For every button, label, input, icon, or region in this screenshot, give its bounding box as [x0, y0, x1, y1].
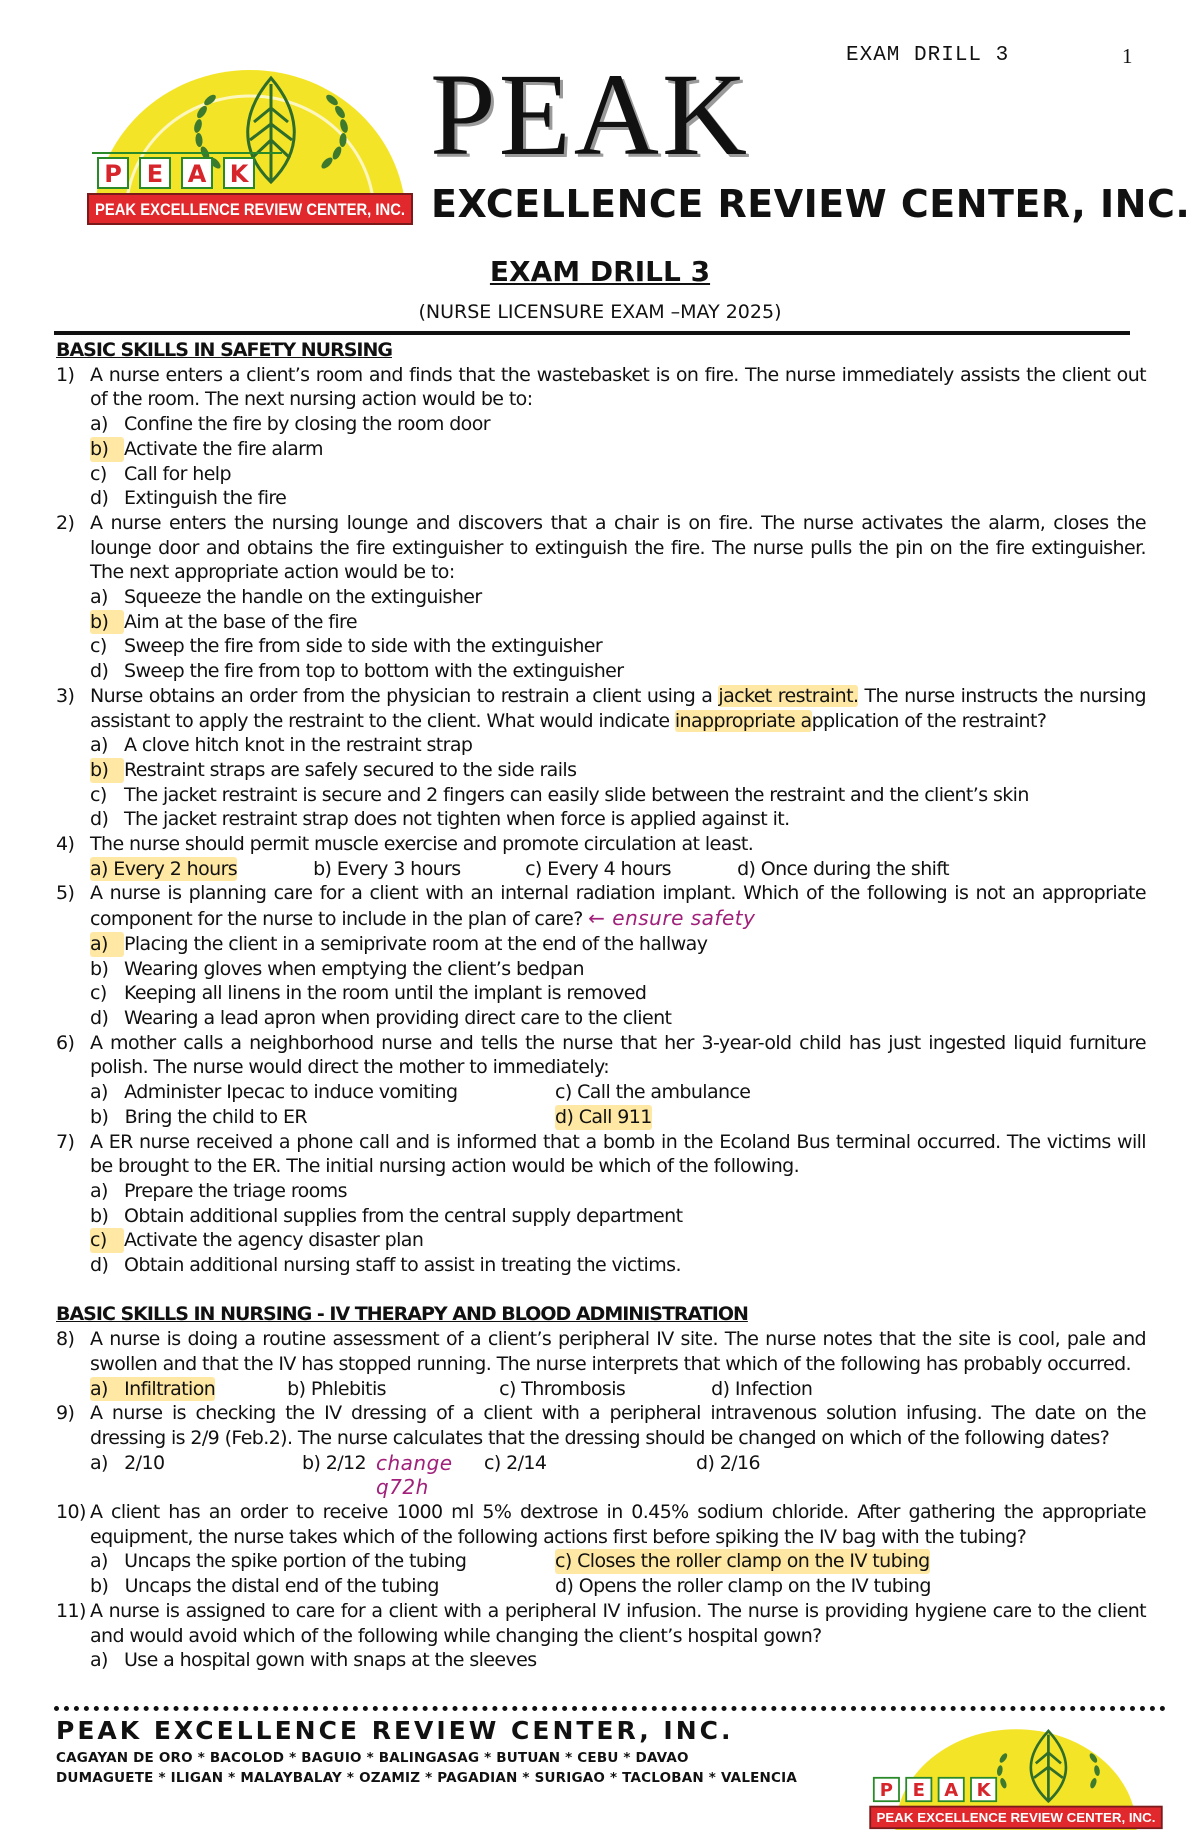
- answer-option: [56, 1204, 1146, 1229]
- option-letter: c): [90, 982, 107, 1005]
- answer-option: a) Infiltration: [90, 1377, 216, 1400]
- answer-option-row: [56, 857, 1146, 882]
- brand-title: PEAK: [430, 49, 751, 180]
- answer-option: b) Phlebitis: [287, 1377, 386, 1400]
- option-letter: d): [90, 1006, 109, 1029]
- option-text: A clove hitch knot in the restraint strap: [124, 734, 473, 757]
- option-text: Keeping all linens in the room until the implant is removed: [124, 982, 647, 1005]
- option-text: Placing the client in a semiprivate room at the end of the hallway: [124, 932, 708, 955]
- answer-option: d) Opens the roller clamp on the IV tubing: [555, 1575, 931, 1598]
- answer-option: [56, 634, 1146, 659]
- option-letter: a): [90, 1649, 108, 1672]
- question: [56, 832, 1146, 857]
- answer-option: d) Once during the shift: [737, 857, 949, 880]
- running-header: EXAM DRILL 3: [846, 44, 1010, 67]
- highlighted-text: inappropriate a: [674, 709, 812, 732]
- answer-option: [56, 585, 1146, 610]
- answer-option: [56, 733, 1146, 758]
- answer-option: a) 2/10: [90, 1451, 165, 1474]
- peak-logo-footer: [868, 1722, 1164, 1830]
- question: [56, 881, 1146, 931]
- question: [56, 1500, 1146, 1549]
- question-text: A nurse is checking the IV dressing of a client with a peripheral intravenous solution infusing. The date on the dressing is 2/9 (Feb.2). The nurse calculates that the dressing should be changed on which of the following dates?: [90, 1402, 1146, 1449]
- header-rule: [54, 331, 1130, 335]
- logo-letter: K: [229, 160, 249, 188]
- logo-letter: A: [187, 160, 207, 188]
- logo-banner-text: PEAK EXCELLENCE REVIEW CENTER, INC.: [876, 1810, 1156, 1825]
- answer-option: [56, 659, 1146, 684]
- handwritten-note: ← ensure safety: [588, 906, 756, 931]
- answer-option-row: [56, 1105, 1146, 1130]
- question-text: The nurse should permit muscle exercise and promote circulation at least.: [90, 833, 754, 856]
- option-letter: b): [90, 957, 109, 980]
- option-letter: c): [90, 1228, 124, 1253]
- question-number: 9): [56, 1402, 75, 1425]
- page-number: 1: [1122, 44, 1133, 68]
- option-letter: c): [90, 635, 107, 658]
- option-letter: d): [90, 660, 109, 683]
- question-text: [90, 684, 1146, 733]
- answer-option: d) Infection: [711, 1377, 813, 1400]
- answer-option: a) Administer Ipecac to induce vomiting: [90, 1081, 458, 1104]
- logo-letter: E: [146, 160, 164, 188]
- section-heading: BASIC SKILLS IN NURSING - IV THERAPY AND BLOOD ADMINISTRATION: [56, 1303, 748, 1326]
- footer-branches-line: DUMAGUETE * ILIGAN * MALAYBALAY * OZAMIZ * PAGADIAN * SURIGAO * TACLOBAN * VALENCIA: [56, 1770, 798, 1786]
- question: [56, 684, 1146, 733]
- option-text: Obtain additional nursing staff to assist in treating the victims.: [124, 1254, 681, 1277]
- question-text: A mother calls a neighborhood nurse and tells the nurse that her 3-year-old child has just ingested liquid furniture polish. The nurse would direct the mother to immediately:: [90, 1031, 1146, 1079]
- answer-option-row: [56, 1549, 1146, 1574]
- answer-option-row: [56, 1451, 1146, 1500]
- footer-rule: [54, 1706, 1166, 1711]
- answer-option: [56, 1006, 1146, 1031]
- option-letter: d): [90, 1254, 109, 1277]
- handwritten-note-text: ensure safety: [612, 906, 756, 931]
- option-letter: a): [90, 586, 108, 609]
- answer-option-row: [56, 1574, 1146, 1599]
- question-number: 10): [56, 1501, 86, 1524]
- option-letter: a): [90, 932, 124, 957]
- option-text: Call for help: [124, 462, 231, 485]
- question-number: 6): [56, 1031, 75, 1054]
- question: [56, 1599, 1146, 1648]
- question: [56, 1130, 1146, 1179]
- option-text: Aim at the base of the fire: [124, 610, 357, 633]
- option-letter: a): [90, 1179, 108, 1202]
- answer-option: b) Bring the child to ER: [90, 1105, 307, 1128]
- answer-option: c) Every 4 hours: [525, 857, 671, 880]
- question-text: A nurse enters a client’s room and finds that the wastebasket is on fire. The nurse immediately assists the client out of the room. The next nursing action would be to:: [90, 363, 1146, 411]
- answer-option: b) Uncaps the distal end of the tubing: [90, 1575, 439, 1598]
- question: [56, 1327, 1146, 1376]
- option-text: Wearing gloves when emptying the client’s bedpan: [124, 957, 584, 980]
- highlighted-text: jacket restraint.: [718, 684, 859, 707]
- answer-option-row: [56, 1080, 1146, 1105]
- question-text-part: A nurse is planning care for a client with an internal radiation implant. Which of the following is not an appropriate component for the nurse to include in the plan of care?: [90, 882, 1146, 931]
- answer-option: [56, 1179, 1146, 1204]
- option-text: Sweep the fire from top to bottom with the extinguisher: [124, 660, 624, 683]
- answer-option: d) Call 911: [555, 1105, 652, 1128]
- option-letter: b): [90, 758, 124, 783]
- section-heading: BASIC SKILLS IN SAFETY NURSING: [56, 339, 392, 361]
- option-letter: d): [90, 808, 109, 831]
- option-letter: b): [90, 437, 124, 462]
- option-letter: b): [90, 1204, 109, 1227]
- option-letter: c): [90, 783, 107, 806]
- option-text: Wearing a lead apron when providing direct care to the client: [124, 1006, 672, 1029]
- logo-letter: E: [912, 1779, 925, 1801]
- question-text: A ER nurse received a phone call and is informed that a bomb in the Ecoland Bus terminal occurred. The victims will be brought to the ER. The initial nursing action would be which of the following.: [90, 1130, 1146, 1178]
- question-text-part: The nurse instructs the nursing assistant to apply the restraint to the client. What would indicate: [90, 684, 1147, 732]
- answer-option: [56, 462, 1146, 487]
- answer-option: [56, 807, 1146, 832]
- answer-option-row: [56, 1377, 1146, 1402]
- exam-title: EXAM DRILL 3: [489, 255, 711, 288]
- answer-option: [56, 981, 1146, 1006]
- option-text: Sweep the fire from side to side with the extinguisher: [124, 635, 603, 658]
- option-text: The jacket restraint strap does not tighten when force is applied against it.: [124, 808, 790, 831]
- question-text: A client has an order to receive 1000 ml 5% dextrose in 0.45% sodium chloride. After gathering the appropriate equipment, the nurse takes which of the following actions first before spiking the IV bag with the tubing?: [90, 1501, 1146, 1548]
- question-number: 1): [56, 363, 75, 386]
- answer-option: [56, 758, 1146, 783]
- option-text: Squeeze the handle on the extinguisher: [124, 586, 482, 609]
- answer-option: b) Every 3 hours: [313, 857, 461, 880]
- question-text-part: Nurse obtains an order from the physician to restrain a client using a: [90, 684, 719, 707]
- logo-letter: P: [104, 160, 122, 188]
- answer-option: a) Uncaps the spike portion of the tubing: [90, 1550, 467, 1573]
- question-number: 4): [56, 833, 75, 856]
- exam-content: [56, 338, 1146, 1673]
- option-letter: a): [90, 734, 108, 757]
- answer-option: c) Thrombosis: [499, 1377, 626, 1400]
- answer-option: [56, 486, 1146, 511]
- logo-letter: A: [944, 1779, 959, 1801]
- question-number: 7): [56, 1130, 75, 1153]
- logo-letter: K: [976, 1779, 991, 1801]
- answer-option: c) Closes the roller clamp on the IV tubing: [555, 1550, 930, 1573]
- exam-subtitle: (NURSE LICENSURE EXAM –MAY 2025): [418, 301, 782, 323]
- option-text: Obtain additional supplies from the central supply department: [124, 1204, 683, 1227]
- option-text: Extinguish the fire: [124, 487, 287, 510]
- question-text-part: pplication of the restraint?: [811, 709, 1047, 732]
- option-text: Use a hospital gown with snaps at the sleeves: [124, 1649, 537, 1672]
- option-text: The jacket restraint is secure and 2 fingers can easily slide between the restraint and the client’s skin: [124, 783, 1029, 806]
- answer-option: [56, 412, 1146, 437]
- answer-option: [56, 1253, 1146, 1278]
- answer-option: [56, 957, 1146, 982]
- footer-company-name: PEAK EXCELLENCE REVIEW CENTER, INC.: [56, 1716, 734, 1745]
- option-text: Confine the fire by closing the room door: [124, 413, 490, 436]
- answer-option: d) 2/16: [695, 1451, 760, 1474]
- option-letter: d): [90, 487, 109, 510]
- option-text: Activate the agency disaster plan: [124, 1229, 424, 1252]
- peak-logo: [86, 64, 414, 228]
- answer-option: a) Every 2 hours: [90, 857, 238, 880]
- option-text: Prepare the triage rooms: [124, 1179, 347, 1202]
- question-number: 5): [56, 882, 75, 905]
- question: [56, 1031, 1146, 1080]
- answer-option: [56, 783, 1146, 808]
- brand-subtitle: EXCELLENCE REVIEW CENTER, INC.: [431, 182, 1191, 226]
- answer-option: c) 2/14: [483, 1451, 547, 1474]
- question-text: A nurse is doing a routine assessment of a client’s peripheral IV site. The nurse notes that the site is cool, pale and swollen and that the IV has stopped running. The nurse interprets that which of the following has probably occurred.: [90, 1328, 1146, 1375]
- option-text: Restraint straps are safely secured to the side rails: [124, 758, 577, 781]
- question-text: A nurse enters the nursing lounge and discovers that a chair is on fire. The nurse activates the alarm, closes the lounge door and obtains the fire extinguisher to extinguish the fire. The nurse pulls the pin on the fire extinguisher. The next appropriate action would be to:: [90, 511, 1146, 584]
- answer-option: c) Call the ambulance: [555, 1081, 751, 1104]
- question-number: 3): [56, 684, 75, 707]
- question-number: 11): [56, 1599, 86, 1622]
- logo-banner-text: PEAK EXCELLENCE REVIEW CENTER, INC.: [95, 200, 405, 219]
- footer-branches-line: CAGAYAN DE ORO * BACOLOD * BAGUIO * BALINGASAG * BUTUAN * CEBU * DAVAO: [56, 1750, 689, 1766]
- question-number: 2): [56, 511, 75, 534]
- option-letter: a): [90, 413, 108, 436]
- question-text: A nurse is assigned to care for a client with a peripheral IV infusion. The nurse is providing hygiene care to the client and would avoid which of the following while changing the client’s hospital gown?: [90, 1599, 1146, 1647]
- answer-option: [56, 1228, 1146, 1253]
- question: [56, 511, 1146, 585]
- option-letter: b): [90, 610, 124, 635]
- question-text: [90, 881, 1146, 931]
- handwritten-note: change q72h: [375, 1450, 453, 1500]
- logo-letter: P: [879, 1779, 894, 1801]
- answer-option: [56, 1648, 1146, 1673]
- question: [56, 1401, 1146, 1450]
- answer-option: [56, 932, 1146, 957]
- question-number: 8): [56, 1328, 75, 1351]
- answer-option: b) 2/12: [302, 1451, 366, 1474]
- answer-option: [56, 610, 1146, 635]
- answer-option: [56, 437, 1146, 462]
- option-letter: c): [90, 462, 107, 485]
- option-text: Activate the fire alarm: [124, 437, 323, 460]
- question: [56, 363, 1146, 412]
